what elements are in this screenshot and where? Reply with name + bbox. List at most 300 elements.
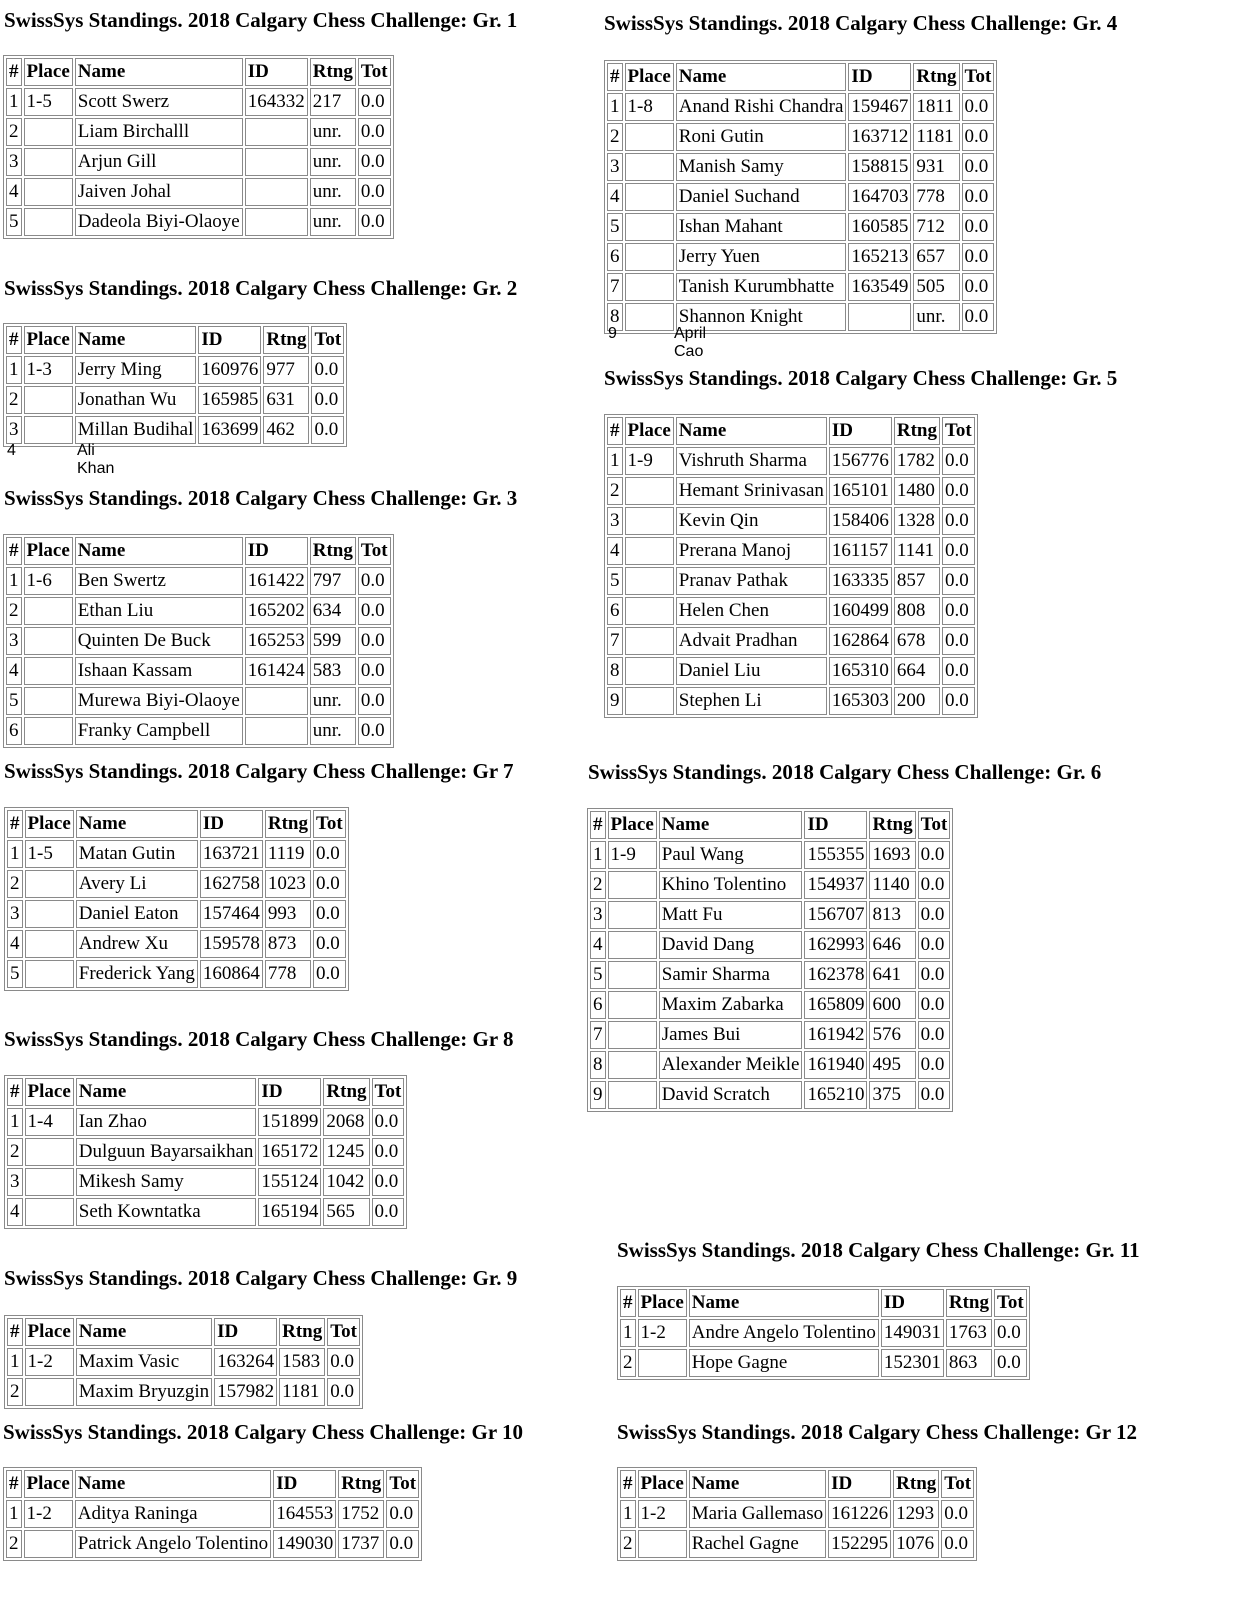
gr10-title [3,1418,523,1446]
column-header-id: ID [804,811,867,839]
table-row [590,1081,950,1109]
cell-id: 156707 [804,901,867,929]
cell-total: 0.0 [311,416,344,444]
cell-place [625,273,674,301]
cell-place [24,1530,73,1558]
cell-id: 162758 [200,870,263,898]
cell-rating: 778 [265,960,311,988]
column-header-total: Tot [941,1470,974,1498]
table-row [7,1348,360,1376]
cell-place [608,1051,657,1079]
cell-id: 152301 [881,1349,944,1377]
table-row [7,900,346,928]
gr12-title [617,1418,1137,1446]
table-row [7,870,346,898]
column-header-total: Tot [994,1289,1027,1317]
cell-place [625,303,674,331]
cell-id: 164332 [245,88,308,116]
gr3-standings-table [3,534,394,748]
table-row [6,627,391,655]
cell-id: 161422 [245,567,308,595]
cell-name: Anand Rishi Chandra [676,93,847,121]
gr4-extra-number: 9 [608,325,617,342]
gr4-title [604,9,1117,37]
column-header-total: Tot [311,326,344,354]
cell-id: 154937 [804,871,867,899]
cell-total: 0.0 [313,900,346,928]
cell-num: 1 [6,1500,22,1528]
table-row [607,657,975,685]
column-header-num: # [6,537,22,565]
column-header-num: # [620,1289,636,1317]
cell-id: 155355 [804,841,867,869]
cell-rating: 808 [894,597,940,625]
cell-rating: 678 [894,627,940,655]
cell-name: Daniel Eaton [76,900,198,928]
cell-id: 161424 [245,657,308,685]
table-row [590,871,950,899]
column-header-rating: Rtng [946,1289,992,1317]
cell-num: 1 [7,1348,23,1376]
cell-total: 0.0 [918,931,951,959]
table-row [607,93,994,121]
cell-num: 2 [7,1138,23,1166]
cell-rating: 857 [894,567,940,595]
cell-name: Franky Campbell [75,717,243,745]
table-row [590,961,950,989]
cell-name: Advait Pradhan [676,627,827,655]
table-row [6,687,391,715]
cell-name: Murewa Biyi-Olaoye [75,687,243,715]
cell-total: 0.0 [942,537,975,565]
cell-place [24,386,73,414]
cell-place [625,657,674,685]
table-row [590,1021,950,1049]
table-row [620,1500,974,1528]
gr3-heading: SwissSys Standings. 2018 Calgary Chess Challenge: Gr. 3 [4,486,518,510]
cell-name: David Scratch [659,1081,803,1109]
cell-total: 0.0 [942,567,975,595]
cell-id: 165310 [829,657,892,685]
table-row [607,477,975,505]
column-header-id: ID [829,417,892,445]
cell-id [848,303,911,331]
cell-rating: unr. [310,118,356,146]
gr7-header-row [7,810,346,838]
table-row [6,1500,419,1528]
gr6-standings-table [587,808,953,1112]
gr5-title [604,364,1117,392]
cell-place: 1-2 [25,1348,74,1376]
table-row [6,416,344,444]
column-header-name: Name [75,58,243,86]
cell-rating: 1141 [894,537,940,565]
cell-total: 0.0 [386,1500,419,1528]
cell-id: 163549 [848,273,911,301]
cell-id: 162993 [804,931,867,959]
cell-id: 161940 [804,1051,867,1079]
cell-total: 0.0 [962,273,995,301]
cell-num: 1 [7,840,23,868]
cell-num: 9 [590,1081,606,1109]
gr6-header-row [590,811,950,839]
cell-place [25,1198,74,1226]
table-row [7,1198,404,1226]
cell-name: Matt Fu [659,901,803,929]
gr5-heading: SwissSys Standings. 2018 Calgary Chess Challenge: Gr. 5 [604,366,1118,390]
cell-num: 3 [607,153,623,181]
cell-place: 1-8 [625,93,674,121]
cell-place [625,507,674,535]
cell-name: Kevin Qin [676,507,827,535]
column-header-id: ID [200,810,263,838]
cell-id: 163264 [214,1348,277,1376]
table-row [7,960,346,988]
cell-name: Dulguun Bayarsaikhan [76,1138,257,1166]
cell-place: 1-2 [638,1319,687,1347]
gr7-heading: SwissSys Standings. 2018 Calgary Chess Challenge: Gr 7 [4,759,514,783]
cell-total: 0.0 [358,717,391,745]
cell-rating: 664 [894,657,940,685]
cell-total: 0.0 [962,153,995,181]
gr11-heading: SwissSys Standings. 2018 Calgary Chess Challenge: Gr. 11 [617,1238,1140,1262]
cell-total: 0.0 [962,243,995,271]
cell-rating: 634 [310,597,356,625]
cell-name: Tanish Kurumbhatte [676,273,847,301]
cell-rating: 641 [869,961,915,989]
cell-place: 1-2 [24,1500,73,1528]
cell-name: Ian Zhao [76,1108,257,1136]
column-header-name: Name [76,810,198,838]
cell-name: Quinten De Buck [75,627,243,655]
cell-total: 0.0 [358,567,391,595]
cell-id: 151899 [258,1108,321,1136]
gr6-heading: SwissSys Standings. 2018 Calgary Chess Challenge: Gr. 6 [588,760,1102,784]
cell-place: 1-4 [25,1108,74,1136]
cell-rating: unr. [913,303,959,331]
cell-place [608,901,657,929]
cell-num: 2 [6,386,22,414]
cell-name: Seth Kowntatka [76,1198,257,1226]
cell-rating: 778 [913,183,959,211]
cell-name: Jerry Ming [75,356,197,384]
cell-num: 2 [607,477,623,505]
cell-num: 3 [590,901,606,929]
cell-num: 1 [607,447,623,475]
gr7-standings-table [4,807,349,991]
cell-num: 1 [607,93,623,121]
gr2-extra-number: 4 [7,442,16,459]
cell-id: 165303 [829,687,892,715]
cell-name: Alexander Meikle [659,1051,803,1079]
gr8-header-row [7,1078,404,1106]
cell-name: Maxim Vasic [76,1348,212,1376]
cell-place [625,687,674,715]
cell-id [245,208,308,236]
cell-rating: 600 [869,991,915,1019]
cell-id: 164703 [848,183,911,211]
column-header-rating: Rtng [310,58,356,86]
cell-rating: 993 [265,900,311,928]
column-header-id: ID [828,1470,891,1498]
cell-total: 0.0 [313,840,346,868]
column-header-name: Name [689,1470,826,1498]
gr3-header-row [6,537,391,565]
cell-num: 6 [6,717,22,745]
cell-place [25,870,74,898]
gr4-standings-table [604,60,997,334]
cell-id: 149031 [881,1319,944,1347]
gr8-title [4,1025,514,1053]
cell-name: Hemant Srinivasan [676,477,827,505]
cell-num: 8 [607,657,623,685]
cell-id: 157982 [214,1378,277,1406]
cell-rating: 646 [869,931,915,959]
column-header-place: Place [25,810,74,838]
cell-rating: 1140 [869,871,915,899]
cell-total: 0.0 [962,183,995,211]
column-header-total: Tot [942,417,975,445]
column-header-num: # [590,811,606,839]
column-header-place: Place [24,58,73,86]
cell-num: 2 [6,597,22,625]
column-header-place: Place [25,1078,74,1106]
cell-num: 2 [7,870,23,898]
cell-name: Arjun Gill [75,148,243,176]
gr9-standings-table [4,1315,363,1409]
cell-id: 165210 [804,1081,867,1109]
column-header-id: ID [848,63,911,91]
cell-id: 161226 [828,1500,891,1528]
cell-place: 1-2 [638,1500,687,1528]
cell-total: 0.0 [358,118,391,146]
table-row [6,118,391,146]
cell-total: 0.0 [313,960,346,988]
table-row [7,1378,360,1406]
cell-num: 3 [6,627,22,655]
cell-rating: 631 [263,386,309,414]
cell-name: Liam Birchalll [75,118,243,146]
cell-name: Millan Budihal [75,416,197,444]
cell-place [625,477,674,505]
cell-rating: 1293 [893,1500,939,1528]
cell-total: 0.0 [994,1349,1027,1377]
cell-name: Ben Swertz [75,567,243,595]
table-row [620,1530,974,1558]
column-header-rating: Rtng [279,1318,325,1346]
gr2-heading: SwissSys Standings. 2018 Calgary Chess Challenge: Gr. 2 [4,276,518,300]
cell-place: 1-3 [24,356,73,384]
cell-total: 0.0 [918,1081,951,1109]
gr11-title [617,1236,1140,1264]
cell-rating: 977 [263,356,309,384]
column-header-name: Name [75,1470,271,1498]
cell-rating: 1693 [869,841,915,869]
cell-name: Helen Chen [676,597,827,625]
table-row [6,178,391,206]
table-row [590,991,950,1019]
column-header-id: ID [214,1318,277,1346]
cell-name: Patrick Angelo Tolentino [75,1530,271,1558]
gr7-title [4,757,514,785]
table-row [607,243,994,271]
cell-total: 0.0 [358,657,391,685]
cell-rating: 375 [869,1081,915,1109]
gr10-header-row [6,1470,419,1498]
gr2-title [4,274,517,302]
gr12-standings-table [617,1467,977,1561]
gr4-extra-row [608,325,707,360]
table-row [607,123,994,151]
cell-id [245,118,308,146]
cell-total: 0.0 [941,1530,974,1558]
table-row [7,930,346,958]
cell-total: 0.0 [918,1051,951,1079]
cell-id: 160499 [829,597,892,625]
gr3-title [4,484,517,512]
column-header-num: # [620,1470,636,1498]
table-row [607,507,975,535]
cell-name: Andrew Xu [76,930,198,958]
column-header-place: Place [638,1470,687,1498]
column-header-total: Tot [313,810,346,838]
table-row [607,303,994,331]
column-header-place: Place [625,417,674,445]
gr9-heading: SwissSys Standings. 2018 Calgary Chess Challenge: Gr. 9 [4,1266,518,1290]
cell-num: 9 [607,687,623,715]
gr6-title [588,758,1101,786]
gr4-heading: SwissSys Standings. 2018 Calgary Chess Challenge: Gr. 4 [604,11,1118,35]
table-row [607,537,975,565]
cell-place: 1-9 [608,841,657,869]
cell-rating: 873 [265,930,311,958]
column-header-rating: Rtng [894,417,940,445]
cell-name: Daniel Liu [676,657,827,685]
gr9-title [4,1264,517,1292]
cell-rating: 1181 [913,123,959,151]
cell-name: Aditya Raninga [75,1500,271,1528]
cell-place: 1-5 [25,840,74,868]
table-row [6,1530,419,1558]
cell-rating: 200 [894,687,940,715]
cell-total: 0.0 [358,208,391,236]
cell-place [608,1021,657,1049]
cell-num: 5 [6,687,22,715]
cell-id [245,178,308,206]
cell-rating: 462 [263,416,309,444]
cell-rating: 1763 [946,1319,992,1347]
column-header-name: Name [676,417,827,445]
table-row [607,597,975,625]
cell-total: 0.0 [311,386,344,414]
cell-id: 156776 [829,447,892,475]
column-header-place: Place [608,811,657,839]
gr2-extra-name: Ali Khan [77,442,115,477]
cell-num: 3 [7,900,23,928]
cell-total: 0.0 [327,1378,360,1406]
column-header-rating: Rtng [310,537,356,565]
cell-id [245,148,308,176]
cell-rating: 576 [869,1021,915,1049]
column-header-name: Name [75,326,197,354]
column-header-total: Tot [962,63,995,91]
cell-total: 0.0 [372,1108,405,1136]
cell-total: 0.0 [962,213,995,241]
gr11-standings-table [617,1286,1030,1380]
cell-rating: 1583 [279,1348,325,1376]
cell-id: 163699 [198,416,261,444]
cell-rating: 1737 [338,1530,384,1558]
table-row [6,657,391,685]
table-row [620,1319,1027,1347]
cell-id: 159578 [200,930,263,958]
cell-num: 5 [607,567,623,595]
cell-num: 4 [6,178,22,206]
column-header-name: Name [76,1078,257,1106]
cell-name: Scott Swerz [75,88,243,116]
cell-place [608,991,657,1019]
cell-rating: 1245 [323,1138,369,1166]
column-header-place: Place [625,63,674,91]
cell-total: 0.0 [358,148,391,176]
cell-id: 163335 [829,567,892,595]
table-row [607,273,994,301]
cell-id: 159467 [848,93,911,121]
column-header-num: # [7,810,23,838]
cell-place [608,931,657,959]
cell-rating: 813 [869,901,915,929]
cell-place [625,627,674,655]
cell-rating: 712 [913,213,959,241]
cell-rating: unr. [310,178,356,206]
cell-name: Avery Li [76,870,198,898]
column-header-place: Place [638,1289,687,1317]
cell-rating: 1328 [894,507,940,535]
column-header-num: # [6,326,22,354]
cell-place [608,961,657,989]
cell-rating: 565 [323,1198,369,1226]
cell-num: 1 [590,841,606,869]
cell-place [25,1378,74,1406]
cell-id: 160585 [848,213,911,241]
cell-num: 4 [7,930,23,958]
column-header-rating: Rtng [893,1470,939,1498]
cell-total: 0.0 [994,1319,1027,1347]
column-header-place: Place [24,537,73,565]
cell-num: 8 [607,303,623,331]
gr10-standings-table [3,1467,422,1561]
cell-rating: unr. [310,687,356,715]
cell-place [625,597,674,625]
cell-rating: unr. [310,717,356,745]
column-header-rating: Rtng [338,1470,384,1498]
cell-num: 2 [7,1378,23,1406]
cell-total: 0.0 [372,1138,405,1166]
column-header-num: # [7,1318,23,1346]
cell-rating: 599 [310,627,356,655]
gr12-heading: SwissSys Standings. 2018 Calgary Chess Challenge: Gr 12 [617,1420,1138,1444]
cell-place [24,208,73,236]
cell-name: Rachel Gagne [689,1530,826,1558]
table-row [6,148,391,176]
table-row [590,1051,950,1079]
cell-total: 0.0 [942,597,975,625]
column-header-id: ID [245,58,308,86]
column-header-place: Place [24,1470,73,1498]
cell-num: 6 [607,597,623,625]
cell-total: 0.0 [372,1168,405,1196]
column-header-rating: Rtng [869,811,915,839]
